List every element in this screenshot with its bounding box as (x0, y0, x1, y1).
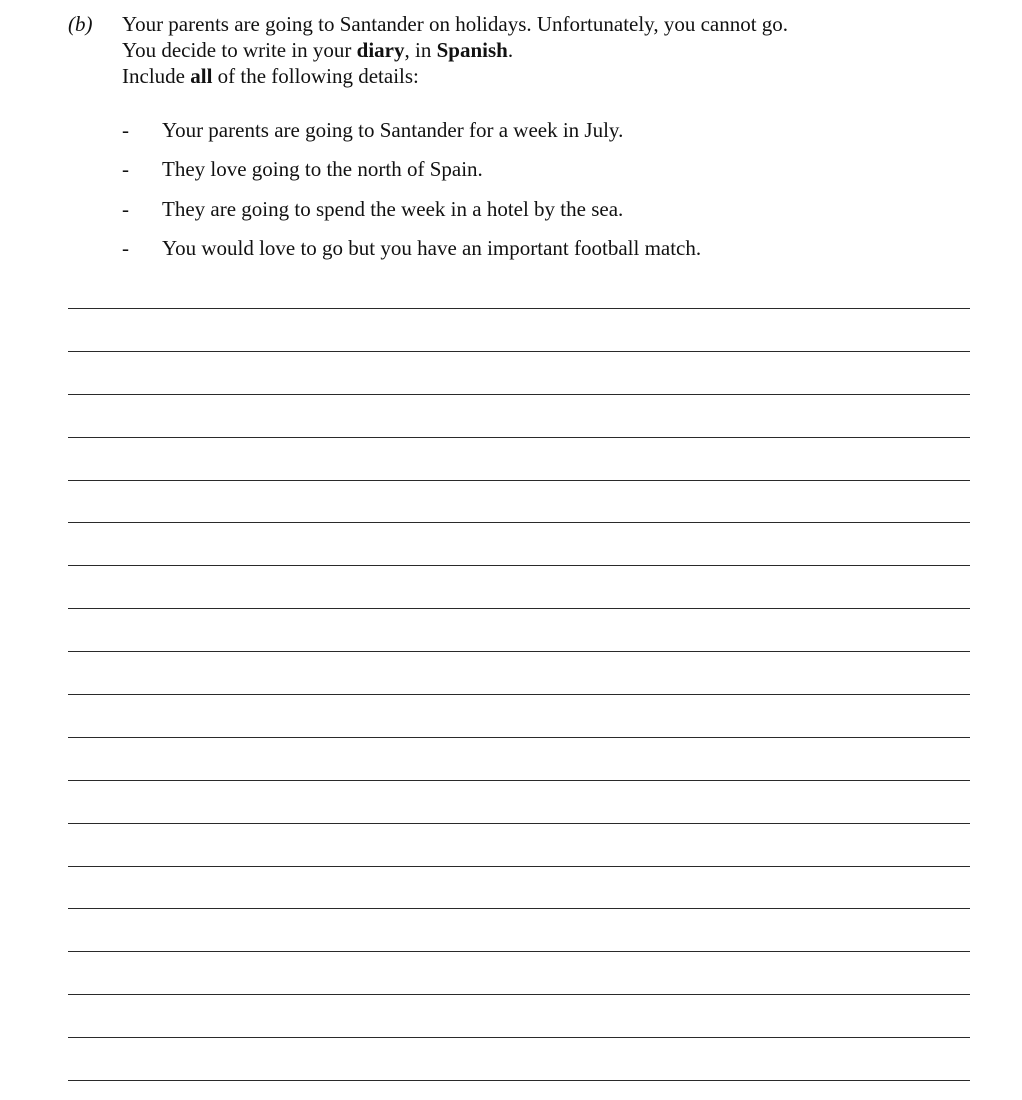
answer-line[interactable] (68, 437, 970, 438)
answer-line[interactable] (68, 522, 970, 523)
instruction-line-3-start: Include (122, 64, 191, 88)
question-label: (b) (68, 12, 93, 36)
answer-line[interactable] (68, 608, 970, 609)
instruction-line-1: Your parents are going to Santander on holidays. Unfortunately, you cannot go. (122, 12, 789, 36)
answer-line[interactable] (68, 651, 970, 652)
bullet-dash: - (122, 196, 129, 221)
answer-line[interactable] (68, 1037, 970, 1038)
detail-text: They are going to spend the week in a hotel by the sea. (162, 196, 624, 221)
instruction-line-2-middle: , in (404, 38, 437, 62)
answer-line[interactable] (68, 394, 970, 395)
answer-line[interactable] (68, 480, 970, 481)
keyword-all: all (190, 64, 213, 88)
instruction-line-2-start: You decide to write in your (122, 38, 357, 62)
answer-line[interactable] (68, 351, 970, 352)
instruction-line-2-end: . (507, 38, 514, 62)
answer-line[interactable] (68, 823, 970, 824)
instruction-line-3-end: of the following details: (212, 64, 419, 88)
answer-line[interactable] (68, 908, 970, 909)
answer-writing-area[interactable] (68, 0, 970, 1100)
answer-line[interactable] (68, 308, 970, 309)
detail-text: They love going to the north of Spain. (162, 157, 483, 182)
answer-line[interactable] (68, 866, 970, 867)
bullet-dash: - (122, 118, 129, 142)
detail-text: You would love to go but you have an important football match. (162, 235, 702, 260)
keyword-spanish: Spanish (436, 38, 508, 62)
answer-line[interactable] (68, 994, 970, 995)
answer-line[interactable] (68, 565, 970, 566)
answer-line[interactable] (68, 951, 970, 952)
detail-text: Your parents are going to Santander for a week in July. (162, 118, 624, 142)
bullet-dash: - (122, 157, 129, 182)
answer-line[interactable] (68, 780, 970, 781)
bullet-dash: - (122, 235, 129, 260)
answer-line[interactable] (68, 1080, 970, 1081)
keyword-diary: diary (356, 38, 405, 62)
answer-line[interactable] (68, 737, 970, 738)
answer-line[interactable] (68, 694, 970, 695)
